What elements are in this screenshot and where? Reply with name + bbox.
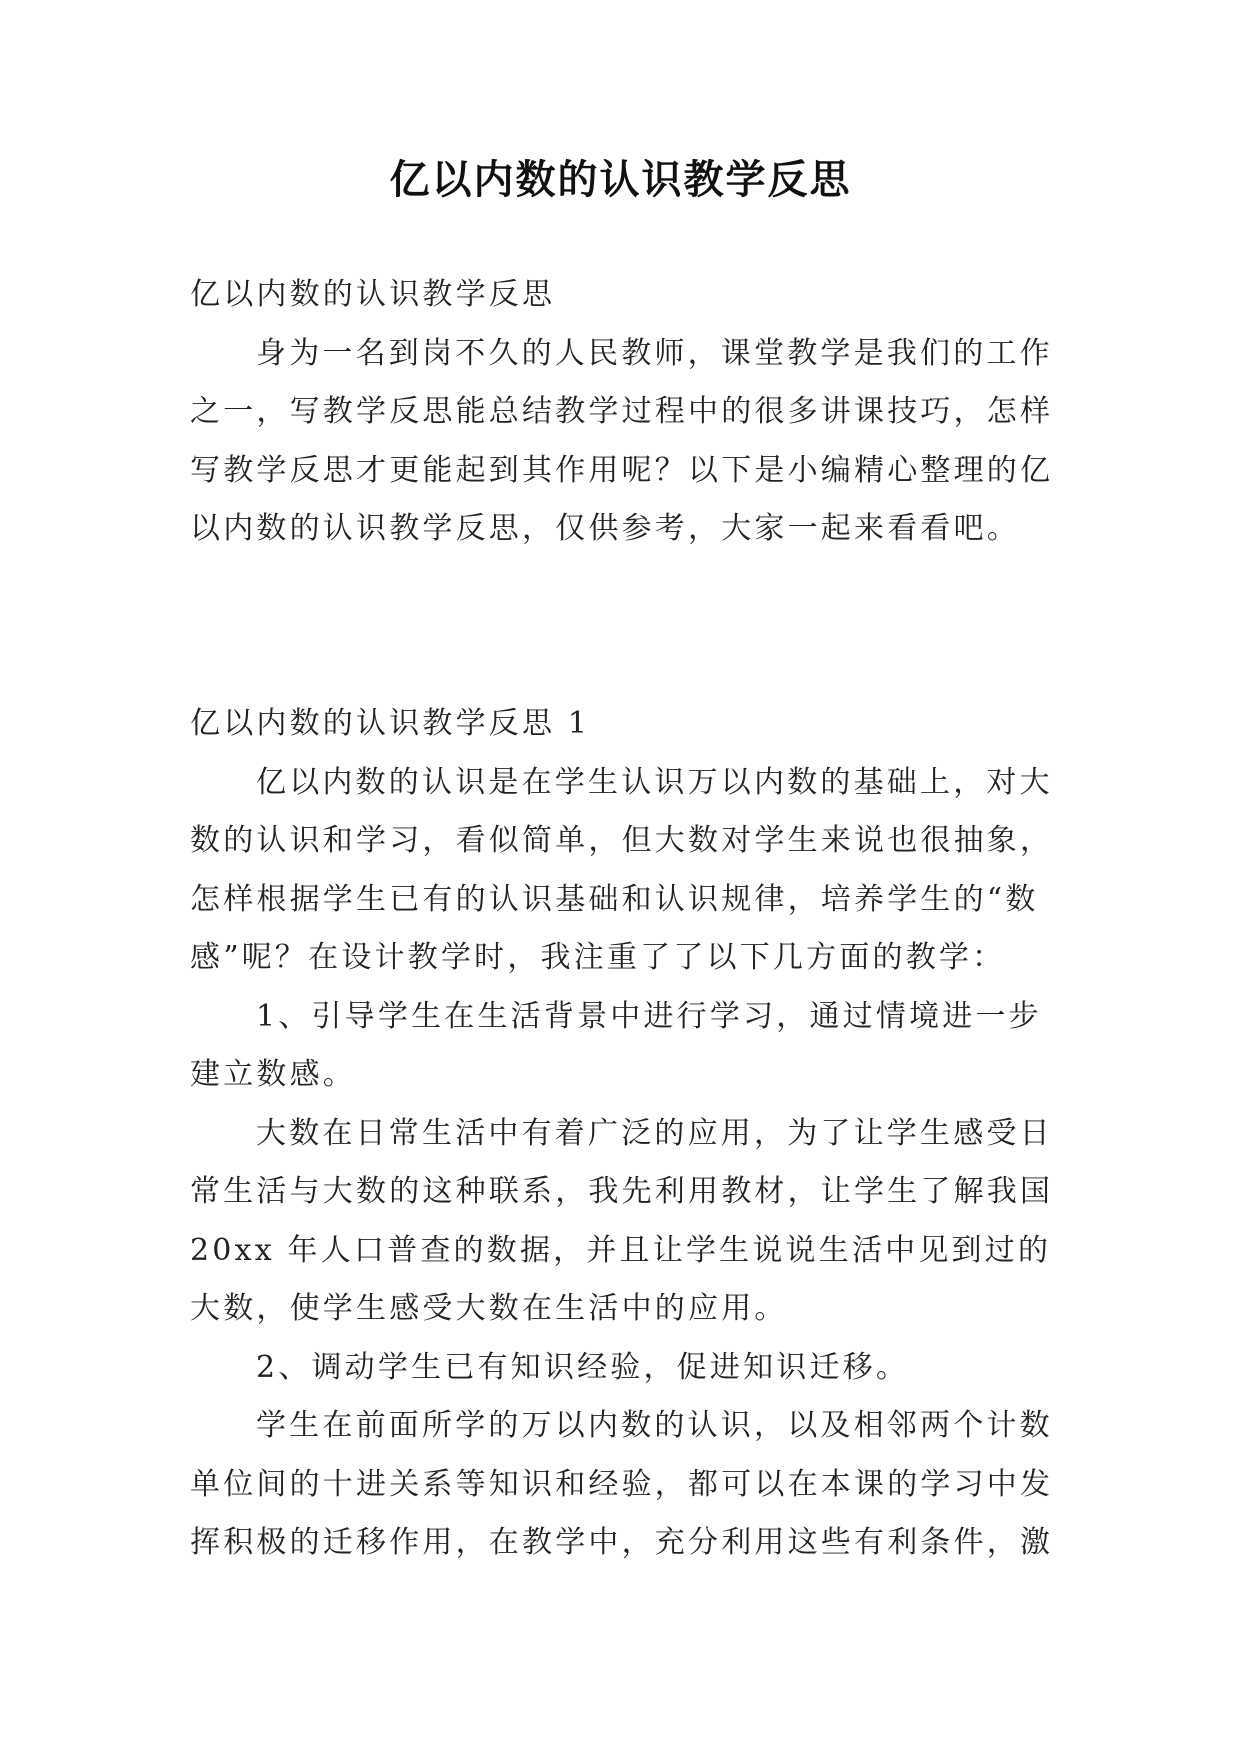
section-1-point-heading: 2、调动学生已有知识经验，促进知识迁移。 [256,1349,910,1385]
section-1-paragraph: 亿以内数的认识是在学生认识万以内数的基础上，对大数的认识和学习，看似简单，但大数对学生来说也很抽象，怎样根据学生已有的认识基础和认识规律，培养学生的“数感”呢？在设计教学时，我注重了了以下几方面的教学： [190,764,1054,975]
page-title: 亿以内数的认识教学反思 [389,157,852,203]
intro-heading: 亿以内数的认识教学反思 [190,277,556,312]
section-1-block [190,695,1070,1573]
section-1-point-heading: 1、引导学生在生活背景中进行学习，通过情境进一步建立数感。 [190,998,1042,1092]
section-1-paragraph: 大数在日常生活中有着广泛的应用，为了让学生感受日常生活与大数的这种联系，我先利用教材，让学生了解我国 20xx 年人口普查的数据，并且让学生说说生活中见到过的大数，使学生感受大数在生活中的应用。 [190,1115,1054,1326]
intro-paragraph: 身为一名到岗不久的人民教师，课堂教学是我们的工作之一，写教学反思能总结教学过程中的很多讲课技巧，怎样写教学反思才更能起到其作用呢？以下是小编精心整理的亿以内数的认识教学反思，仅供参考，大家一起来看看吧。 [190,335,1054,546]
section-1-paragraph: 学生在前面所学的万以内数的认识，以及相邻两个计数单位间的十进关系等知识和经验，都可以在本课的学习中发挥积极的迁移作用，在教学中，充分利用这些有利条件，激 [190,1408,1054,1560]
section-1-heading: 亿以内数的认识教学反思 1 [190,706,591,741]
intro-block [190,266,1070,559]
